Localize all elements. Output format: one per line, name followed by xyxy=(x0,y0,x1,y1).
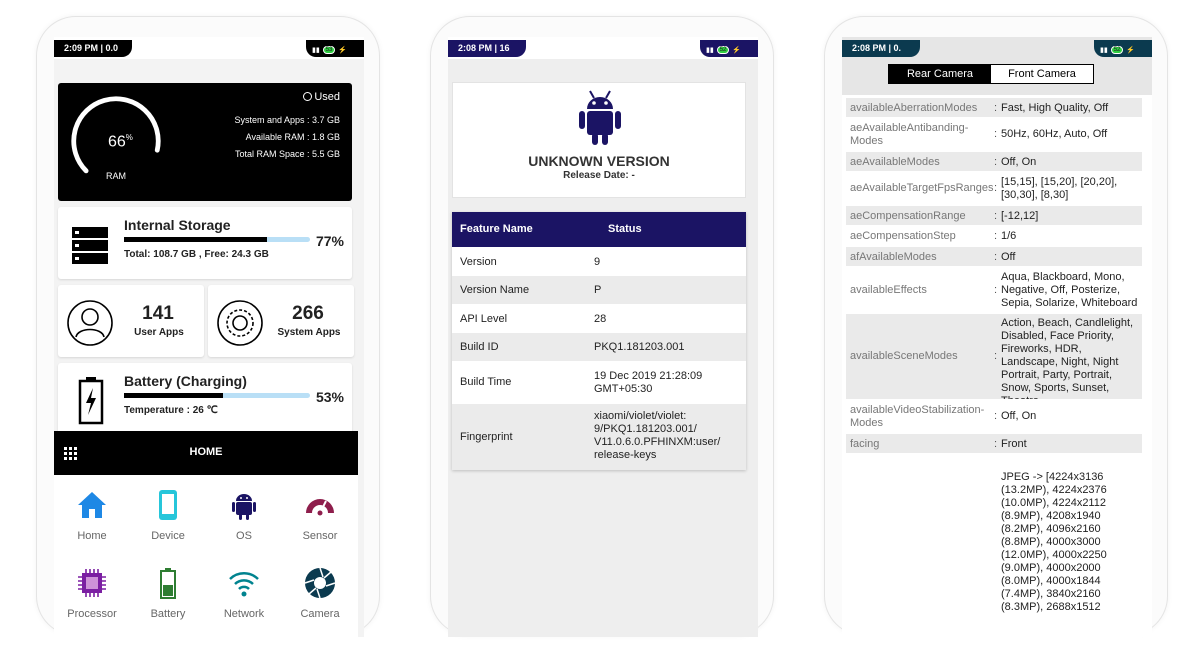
tile-label: Home xyxy=(77,530,107,542)
property-row: aeCompensationStep : 1/6 xyxy=(846,225,1142,246)
wifi-icon xyxy=(228,567,260,599)
user-icon xyxy=(66,299,114,347)
sensor-icon xyxy=(304,489,336,521)
table-row: Build ID PKQ1.181203.001 xyxy=(452,332,746,361)
version-card xyxy=(452,82,746,198)
battery-status-icon: 53 xyxy=(323,46,336,54)
status-bar xyxy=(448,37,758,59)
ram-used-legend: Used xyxy=(303,91,340,103)
category-grid xyxy=(54,475,358,645)
camera-tab-bar xyxy=(842,59,1152,95)
os-screen xyxy=(448,37,758,637)
tile-processor[interactable] xyxy=(54,553,130,631)
user-apps-card[interactable] xyxy=(58,285,204,357)
user-apps-count: 141 xyxy=(142,303,174,324)
tile-label: Sensor xyxy=(302,530,338,542)
ram-card[interactable] xyxy=(58,83,352,201)
charging-icon: ⚡ xyxy=(1126,47,1136,54)
home-icon xyxy=(76,489,108,521)
property-row: availableVideoStabilization-Modes : Off, On xyxy=(846,399,1142,433)
property-row: availableSceneModes : Action, Beach, Candlelight, Disabled, Face Priority, Fireworks, HDR, Landscape, Night, Night Portrait, Party, Portrait, Snow, Sports, Sunset, xyxy=(846,313,1142,399)
device-icon xyxy=(152,489,184,521)
ram-available: Available RAM : 1.8 GB xyxy=(245,132,340,142)
tile-label: Processor xyxy=(67,608,117,620)
charging-icon: ⚡ xyxy=(732,47,742,54)
battery-status-icon: 52 xyxy=(1111,46,1124,54)
tile-device[interactable] xyxy=(130,475,206,553)
property-row: availableAberrationModes : Fast, High Quality, Off xyxy=(846,97,1142,117)
tile-os[interactable] xyxy=(206,475,282,553)
storage-detail: Total: 108.7 GB , Free: 24.3 GB xyxy=(124,249,269,260)
tile-battery[interactable] xyxy=(130,553,206,631)
status-icons xyxy=(306,40,364,57)
tile-label: Camera xyxy=(300,608,340,620)
property-row: availableEffects : Aqua, Blackboard, Mono, Negative, Off, Posterize, Sepia, Solarize, Whiteboard xyxy=(846,266,1142,313)
ram-system-apps: System and Apps : 3.7 GB xyxy=(234,115,340,125)
camera-screen xyxy=(842,37,1152,637)
ram-total: Total RAM Space : 5.5 GB xyxy=(234,149,340,159)
system-apps-card[interactable] xyxy=(208,285,354,357)
tile-network[interactable] xyxy=(206,553,282,631)
tile-sensor[interactable] xyxy=(282,475,358,553)
phone-frame-home xyxy=(36,16,380,636)
battery-card[interactable] xyxy=(58,363,352,435)
property-row: afAvailableModes : Off xyxy=(846,246,1142,266)
tile-label: Battery xyxy=(150,608,186,620)
table-row: API Level 28 xyxy=(452,304,746,332)
storage-percent: 77% xyxy=(315,233,344,249)
ram-percent: 66% xyxy=(108,133,133,151)
system-apps-label: System Apps xyxy=(277,327,341,338)
nav-title: HOME xyxy=(189,446,223,458)
signal-icon: ▮▮ xyxy=(1100,47,1108,54)
status-time: 2:08 PM | 0. xyxy=(842,40,920,57)
tab-front-camera[interactable]: Front Camera xyxy=(991,65,1093,83)
tile-label: OS xyxy=(236,530,252,542)
version-title: UNKNOWN VERSION xyxy=(528,153,670,169)
property-row: aeAvailableModes : Off, On xyxy=(846,151,1142,171)
status-icons xyxy=(1094,40,1152,57)
signal-icon: ▮▮ xyxy=(706,47,714,54)
table-row: Fingerprint xiaomi/violet/violet: 9/PKQ1.181203.001/ V11.0.6.0.PFHINXM:user/ release-keys xyxy=(452,403,746,470)
storage-progress-fill xyxy=(124,237,267,242)
status-time: 2:08 PM | 16 xyxy=(448,40,526,57)
tile-home[interactable] xyxy=(54,475,130,553)
tile-label: Network xyxy=(223,608,265,620)
property-row: aeAvailableTargetFpsRanges : [15,15], [15,20], [20,20], [30,30], [8,30] xyxy=(846,171,1142,205)
property-row: aeCompensationRange : [-12,12] xyxy=(846,205,1142,225)
status-time: 2:09 PM | 0.0 xyxy=(54,40,132,57)
gear-icon xyxy=(216,299,264,347)
phone-frame-os xyxy=(430,16,774,636)
property-row: aeAvailableAntibanding-Modes : 50Hz, 60Hz, Auto, Off xyxy=(846,117,1142,151)
battery-status-icon: 52 xyxy=(717,46,730,54)
storage-icon xyxy=(72,227,108,265)
table-row: Version 9 xyxy=(452,247,746,275)
table-row: Version Name P xyxy=(452,275,746,304)
system-apps-count: 266 xyxy=(292,303,324,324)
status-icons xyxy=(700,40,758,57)
camera-icon xyxy=(304,567,336,599)
property-row: JPEG -> [4224x3136 (13.2MP), 4224x2376 (10.0MP), 4224x2112 (8.9MP), 4208x1940 (8.2MP), 4096x2160 (8.8MP), 4000x3000 (12.0MP), 4000x2250 (9.0MP), 4000x2000 (8.0MP), 4000x1844 (7.4MP), 3840x2160 (8.3MP), 2688x1512 xyxy=(846,453,1142,653)
storage-progress-bar xyxy=(124,237,310,242)
tile-label: Device xyxy=(151,530,185,542)
user-apps-label: User Apps xyxy=(134,327,184,338)
feature-table xyxy=(452,212,746,470)
battery-title: Battery (Charging) xyxy=(124,373,247,389)
camera-properties-list xyxy=(846,97,1142,653)
battery-progress-fill xyxy=(124,393,223,398)
camera-segmented-control xyxy=(888,64,1094,84)
table-row: Build Time 19 Dec 2019 21:28:09 GMT+05:30 xyxy=(452,361,746,403)
legend-circle-icon xyxy=(303,92,312,101)
phone-frame-camera xyxy=(824,16,1168,636)
charging-icon: ⚡ xyxy=(338,47,348,54)
ram-label: RAM xyxy=(106,171,126,181)
battery-percent: 53% xyxy=(315,389,344,405)
android-icon xyxy=(228,489,260,521)
tab-rear-camera[interactable]: Rear Camera xyxy=(889,65,991,83)
battery-icon xyxy=(152,567,184,599)
header-feature-name: Feature Name xyxy=(460,223,533,235)
header-status: Status xyxy=(608,223,642,235)
processor-icon xyxy=(76,567,108,599)
feature-table-header xyxy=(452,212,746,247)
storage-title: Internal Storage xyxy=(124,217,231,233)
status-bar xyxy=(54,37,364,59)
storage-card[interactable] xyxy=(58,207,352,279)
battery-charging-icon xyxy=(78,377,104,425)
property-row: facing : Front xyxy=(846,433,1142,453)
home-nav-bar xyxy=(54,431,358,475)
android-icon xyxy=(576,89,624,147)
release-date: Release Date: - xyxy=(563,170,635,181)
tile-camera[interactable] xyxy=(282,553,358,631)
status-bar xyxy=(842,37,1152,59)
battery-temperature: Temperature : 26 ℃ xyxy=(124,405,218,416)
signal-icon: ▮▮ xyxy=(312,47,320,54)
home-screen xyxy=(54,37,364,637)
battery-progress-bar xyxy=(124,393,310,398)
